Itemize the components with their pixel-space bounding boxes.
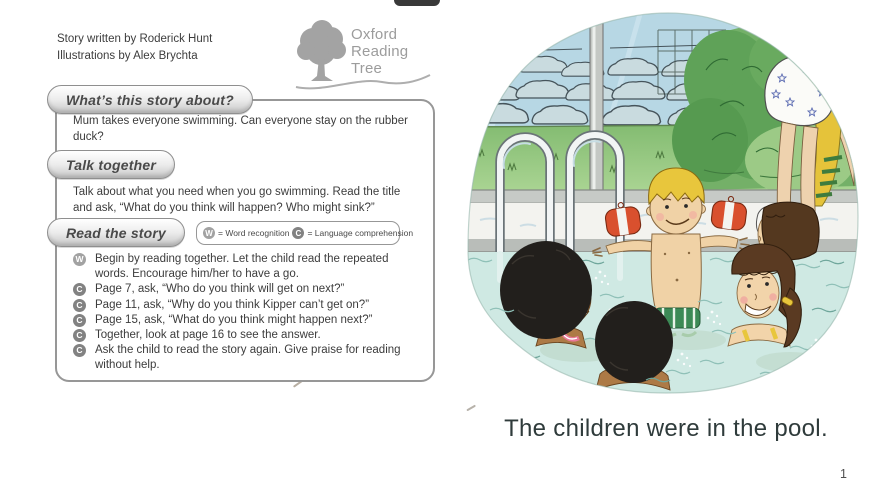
pool-illustration — [460, 10, 866, 400]
logo-swash — [294, 72, 432, 94]
about-text: Mum takes everyone swimming. Can everyone stay on the rubber duck? — [73, 115, 408, 143]
reading-steps-list — [73, 252, 419, 374]
legend-box — [196, 221, 414, 245]
language-comprehension-icon: C — [73, 283, 86, 296]
list-item: C Page 7, ask, “Who do you think will get on next?” — [73, 282, 419, 297]
talk-text: Talk about what you need when you go swimming. Read the title and ask, “What do you think will happen? Who might sink?” — [73, 186, 401, 214]
list-item: C Page 15, ask, “What do you think might happen next?” — [73, 313, 419, 328]
logo-line-1: Oxford — [351, 26, 398, 43]
legend-w-text: = Word recognition — [218, 228, 290, 238]
pencil-mark — [466, 405, 475, 411]
list-item: C Ask the child to read the story again. Give praise for reading without help. — [73, 343, 419, 373]
logo-line-2: Reading — [351, 43, 409, 60]
section-title-talk: Talk together — [47, 150, 175, 179]
language-comprehension-icon: C — [73, 314, 86, 327]
story-caption: The children were in the pool. — [504, 415, 828, 442]
window-frame — [590, 10, 603, 190]
logo-wordmark — [351, 26, 408, 77]
list-item: C Together, look at page 16 to see the answer. — [73, 328, 419, 343]
list-item: W Begin by reading together. Let the child read the repeated words. Encourage him/her to have a go. — [73, 252, 419, 282]
credit-illustrator: Illustrations by Alex Brychta — [57, 49, 198, 62]
logo-line-3: Tree — [351, 60, 383, 77]
list-item: C Page 11, ask, “Why do you think Kipper can’t get on?” — [73, 298, 419, 313]
language-comprehension-icon: C — [73, 299, 86, 312]
credits — [57, 31, 212, 64]
section-title-read: Read the story — [47, 218, 185, 247]
word-recognition-icon: W — [203, 227, 215, 239]
legend-c-text: = Language comprehension — [307, 228, 414, 238]
scan-smudge — [394, 0, 440, 6]
language-comprehension-icon: C — [292, 227, 304, 239]
page-number: 1 — [840, 467, 847, 481]
language-comprehension-icon: C — [73, 329, 86, 342]
language-comprehension-icon: C — [73, 344, 86, 357]
section-title-about: What’s this story about? — [47, 85, 253, 114]
credit-author: Story written by Roderick Hunt — [57, 33, 213, 45]
word-recognition-icon: W — [73, 253, 86, 266]
